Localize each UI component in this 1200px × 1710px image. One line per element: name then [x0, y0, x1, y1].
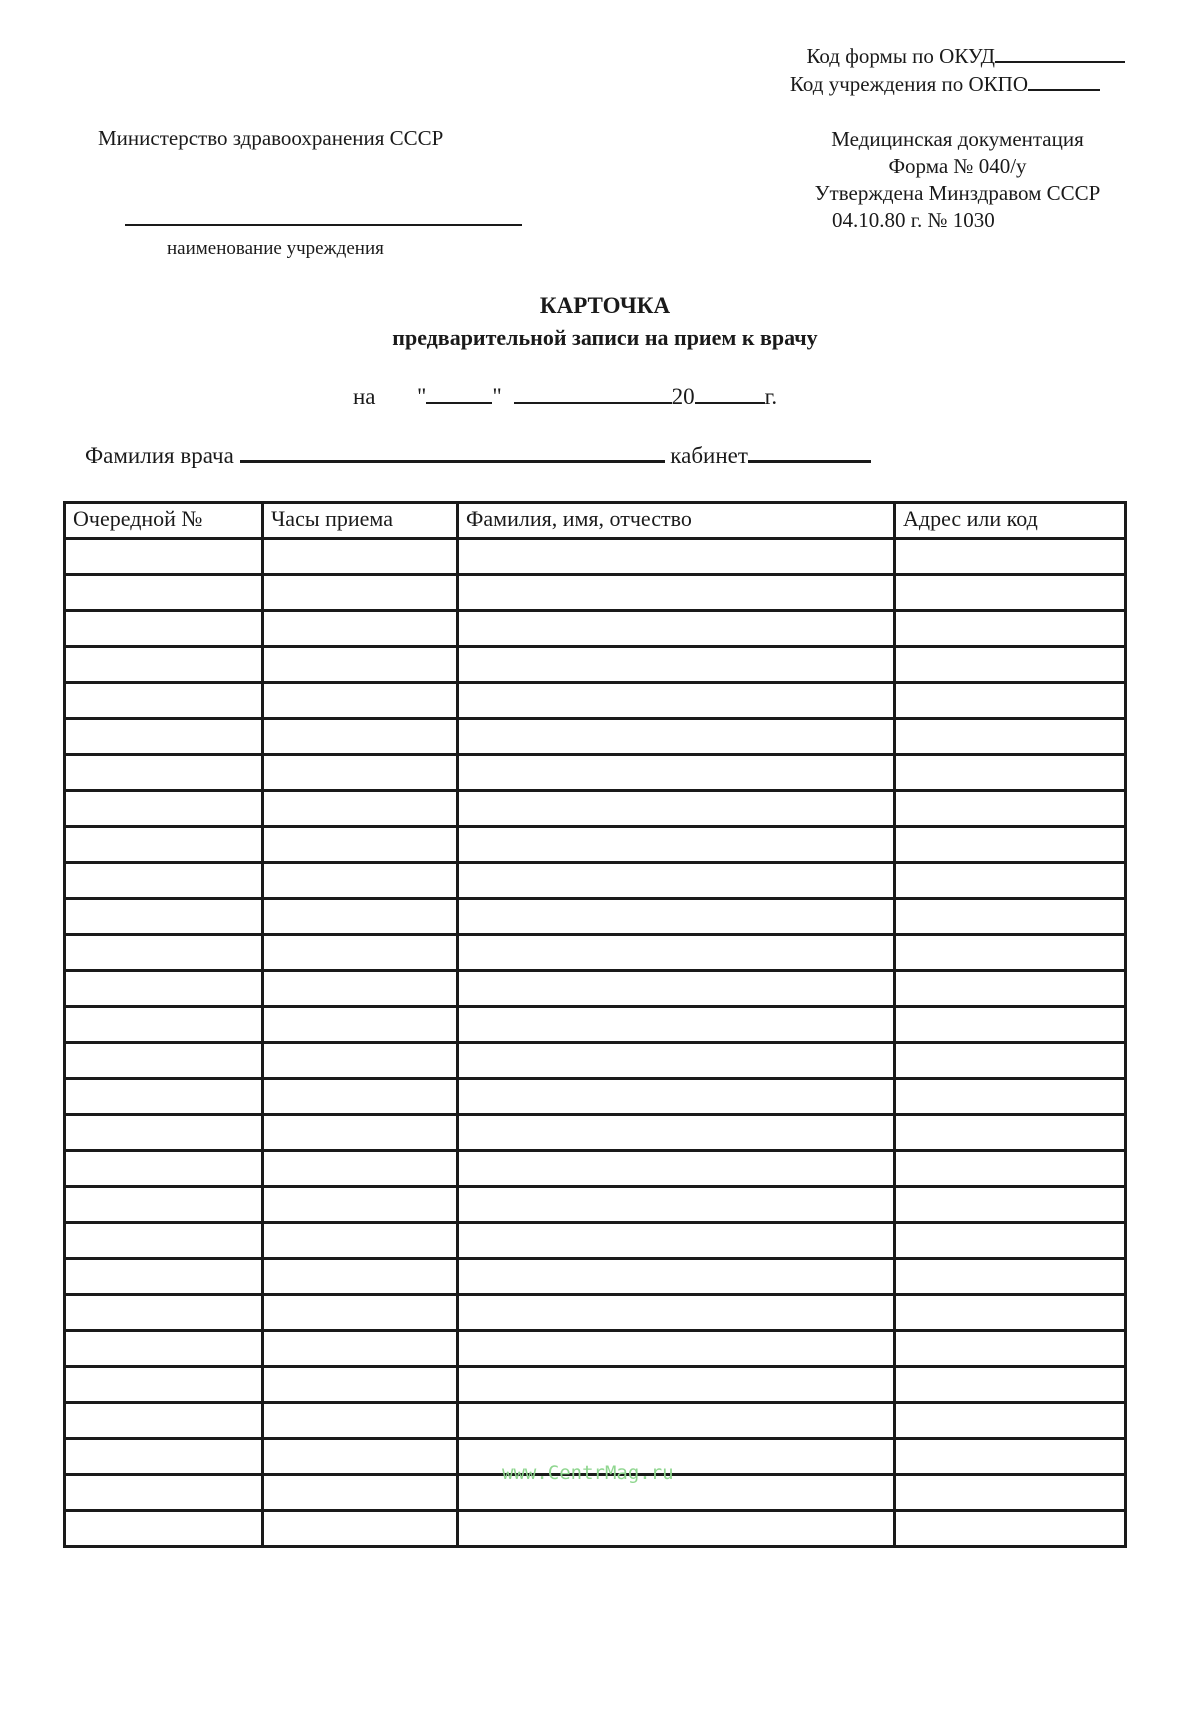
- table-row: [65, 827, 1126, 863]
- table-row: [65, 1259, 1126, 1295]
- table-cell[interactable]: [895, 1403, 1126, 1439]
- medical-documentation-block: [780, 126, 1135, 234]
- table-cell[interactable]: [65, 575, 263, 611]
- table-row: [65, 1115, 1126, 1151]
- document-title: КАРТОЧКА: [539, 293, 671, 318]
- table-cell[interactable]: [263, 575, 458, 611]
- table-cell[interactable]: [895, 1043, 1126, 1079]
- day-field-line[interactable]: [426, 384, 492, 404]
- table-row: [65, 1007, 1126, 1043]
- okud-label: Код формы по ОКУД: [806, 44, 995, 68]
- table-cell[interactable]: [895, 1079, 1126, 1115]
- doctor-line: [85, 442, 871, 469]
- year-suffix: г.: [764, 384, 778, 409]
- header-full-name: Фамилия, имя, отчество: [458, 503, 895, 539]
- table-cell[interactable]: [895, 863, 1126, 899]
- meddoc-approval: Утверждена Минздравом СССР: [814, 181, 1101, 205]
- table-row: [65, 1043, 1126, 1079]
- table-cell[interactable]: [895, 791, 1126, 827]
- table-cell[interactable]: [895, 647, 1126, 683]
- table-cell[interactable]: [895, 1475, 1126, 1511]
- document-subtitle: предварительной записи на прием к врачу: [392, 325, 818, 350]
- table-cell[interactable]: [263, 1295, 458, 1331]
- table-cell[interactable]: [458, 1187, 895, 1223]
- table-cell[interactable]: [895, 1223, 1126, 1259]
- table-cell[interactable]: [263, 719, 458, 755]
- table-cell[interactable]: [263, 1079, 458, 1115]
- table-cell[interactable]: [263, 1511, 458, 1547]
- table-cell[interactable]: [895, 1439, 1126, 1475]
- table-cell[interactable]: [895, 1295, 1126, 1331]
- table-cell[interactable]: [65, 1079, 263, 1115]
- table-cell[interactable]: [895, 827, 1126, 863]
- table-cell[interactable]: [65, 899, 263, 935]
- table-cell[interactable]: [895, 899, 1126, 935]
- institution-field-line[interactable]: [125, 224, 522, 226]
- table-cell[interactable]: [65, 1151, 263, 1187]
- okud-field-line[interactable]: [995, 43, 1125, 63]
- table-row: [65, 719, 1126, 755]
- table-cell[interactable]: [263, 611, 458, 647]
- table-cell[interactable]: [65, 1403, 263, 1439]
- table-cell[interactable]: [263, 1259, 458, 1295]
- table-cell[interactable]: [65, 611, 263, 647]
- table-cell[interactable]: [895, 1007, 1126, 1043]
- meddoc-line-1: Медицинская документация: [831, 127, 1084, 151]
- table-row: [65, 647, 1126, 683]
- table-cell[interactable]: [65, 539, 263, 575]
- table-cell[interactable]: [65, 755, 263, 791]
- date-line: [353, 384, 777, 410]
- table-cell[interactable]: [263, 1367, 458, 1403]
- table-cell[interactable]: [895, 971, 1126, 1007]
- table-cell[interactable]: [458, 647, 895, 683]
- table-cell[interactable]: [65, 1187, 263, 1223]
- table-cell[interactable]: [65, 1367, 263, 1403]
- table-cell[interactable]: [263, 647, 458, 683]
- year-prefix: 20: [671, 384, 695, 409]
- table-cell[interactable]: [263, 863, 458, 899]
- table-row: [65, 683, 1126, 719]
- table-cell[interactable]: [65, 1007, 263, 1043]
- table-row: [65, 1079, 1126, 1115]
- table-cell[interactable]: [895, 539, 1126, 575]
- table-cell[interactable]: [895, 935, 1126, 971]
- table-row: [65, 1403, 1126, 1439]
- table-cell[interactable]: [458, 935, 895, 971]
- table-cell[interactable]: [895, 1259, 1126, 1295]
- table-cell[interactable]: [895, 611, 1126, 647]
- table-cell[interactable]: [263, 1187, 458, 1223]
- institution-caption: наименование учреждения: [167, 238, 384, 259]
- table-row: [65, 863, 1126, 899]
- table-cell[interactable]: [263, 539, 458, 575]
- table-cell[interactable]: [458, 1367, 895, 1403]
- year-field-line[interactable]: [695, 384, 765, 404]
- okpo-field-line[interactable]: [1028, 71, 1100, 91]
- table-cell[interactable]: [263, 935, 458, 971]
- table-cell[interactable]: [458, 1151, 895, 1187]
- table-cell[interactable]: [263, 1475, 458, 1511]
- table-cell[interactable]: [458, 1043, 895, 1079]
- quote-open: ": [417, 384, 427, 409]
- meddoc-order-date: 04.10.80 г. № 1030: [832, 208, 995, 232]
- table-cell[interactable]: [895, 1187, 1126, 1223]
- table-row: [65, 755, 1126, 791]
- table-cell[interactable]: [65, 1511, 263, 1547]
- table-cell[interactable]: [895, 1115, 1126, 1151]
- okud-code-row: [790, 42, 1125, 70]
- watermark: www.CentrMag.ru: [502, 1462, 674, 1484]
- table-cell[interactable]: [458, 1403, 895, 1439]
- table-cell[interactable]: [458, 611, 895, 647]
- table-cell[interactable]: [263, 1403, 458, 1439]
- table-cell[interactable]: [458, 971, 895, 1007]
- table-cell[interactable]: [263, 827, 458, 863]
- table-cell[interactable]: [263, 791, 458, 827]
- table-cell[interactable]: [458, 683, 895, 719]
- table-body: [65, 539, 1126, 1547]
- table-cell[interactable]: [458, 539, 895, 575]
- table-row: [65, 1511, 1126, 1547]
- table-cell[interactable]: [65, 1475, 263, 1511]
- table-cell[interactable]: [895, 1367, 1126, 1403]
- table-row: [65, 791, 1126, 827]
- table-cell[interactable]: [65, 1295, 263, 1331]
- table-cell[interactable]: [895, 1331, 1126, 1367]
- table-row: [65, 1223, 1126, 1259]
- doctor-label: Фамилия врача: [85, 443, 234, 468]
- table-cell[interactable]: [458, 1223, 895, 1259]
- table-row: [65, 971, 1126, 1007]
- table-row: [65, 1151, 1126, 1187]
- table-cell[interactable]: [263, 1439, 458, 1475]
- table-cell[interactable]: [65, 647, 263, 683]
- quote-close: ": [492, 384, 502, 409]
- table-cell[interactable]: [263, 1331, 458, 1367]
- table-cell[interactable]: [65, 1439, 263, 1475]
- table-cell[interactable]: [458, 1511, 895, 1547]
- table-cell[interactable]: [65, 1331, 263, 1367]
- appointment-table: [63, 501, 1127, 1548]
- table-cell[interactable]: [458, 827, 895, 863]
- table-cell[interactable]: [65, 1223, 263, 1259]
- table-cell[interactable]: [65, 1043, 263, 1079]
- table-row: [65, 935, 1126, 971]
- table-row: [65, 575, 1126, 611]
- table-cell[interactable]: [263, 1151, 458, 1187]
- table-cell[interactable]: [263, 1115, 458, 1151]
- header-queue-number: Очередной №: [65, 503, 263, 539]
- table-header-row: [65, 503, 1126, 539]
- table-row: [65, 1295, 1126, 1331]
- table-cell[interactable]: [65, 863, 263, 899]
- table-cell[interactable]: [263, 755, 458, 791]
- table-row: [65, 1187, 1126, 1223]
- table-cell[interactable]: [895, 1151, 1126, 1187]
- doctor-name-field-line[interactable]: [240, 442, 665, 463]
- table-cell[interactable]: [65, 1259, 263, 1295]
- ministry-name: Министерство здравоохранения СССР: [98, 126, 444, 150]
- table-cell[interactable]: [65, 683, 263, 719]
- table-cell[interactable]: [458, 791, 895, 827]
- table-cell[interactable]: [458, 899, 895, 935]
- table-cell[interactable]: [458, 1007, 895, 1043]
- table-cell[interactable]: [65, 719, 263, 755]
- table-cell[interactable]: [895, 683, 1126, 719]
- table-cell[interactable]: [65, 827, 263, 863]
- table-cell[interactable]: [895, 575, 1126, 611]
- table-cell[interactable]: [263, 1007, 458, 1043]
- table-cell[interactable]: [263, 971, 458, 1007]
- header-address: Адрес или код: [895, 503, 1126, 539]
- table-row: [65, 611, 1126, 647]
- cabinet-field-line[interactable]: [748, 442, 871, 463]
- table-cell[interactable]: [458, 1115, 895, 1151]
- table-cell[interactable]: [263, 683, 458, 719]
- table-cell[interactable]: [458, 755, 895, 791]
- table-row: [65, 899, 1126, 935]
- month-field-line[interactable]: [514, 384, 672, 404]
- table-cell[interactable]: [65, 971, 263, 1007]
- table-cell[interactable]: [263, 899, 458, 935]
- table-cell[interactable]: [458, 1331, 895, 1367]
- table-cell[interactable]: [458, 863, 895, 899]
- table-cell[interactable]: [895, 1511, 1126, 1547]
- table-cell[interactable]: [65, 935, 263, 971]
- date-prefix: на: [353, 384, 376, 409]
- table-cell[interactable]: [458, 575, 895, 611]
- table-cell[interactable]: [458, 1259, 895, 1295]
- table-cell[interactable]: [895, 719, 1126, 755]
- table-cell[interactable]: [458, 719, 895, 755]
- table-cell[interactable]: [263, 1223, 458, 1259]
- table-cell[interactable]: [458, 1079, 895, 1115]
- form-codes: [790, 42, 1125, 98]
- okpo-label: Код учреждения по ОКПО: [789, 72, 1028, 96]
- table-cell[interactable]: [263, 1043, 458, 1079]
- meddoc-form-number: Форма № 040/у: [888, 154, 1027, 178]
- table-row: [65, 1331, 1126, 1367]
- table-cell[interactable]: [65, 791, 263, 827]
- table-row: [65, 539, 1126, 575]
- table-cell[interactable]: [458, 1295, 895, 1331]
- table-row: [65, 1367, 1126, 1403]
- table-cell[interactable]: [65, 1115, 263, 1151]
- cabinet-label: кабинет: [670, 443, 748, 468]
- table-cell[interactable]: [895, 755, 1126, 791]
- header-hours: Часы приема: [263, 503, 458, 539]
- okpo-code-row: [790, 70, 1125, 98]
